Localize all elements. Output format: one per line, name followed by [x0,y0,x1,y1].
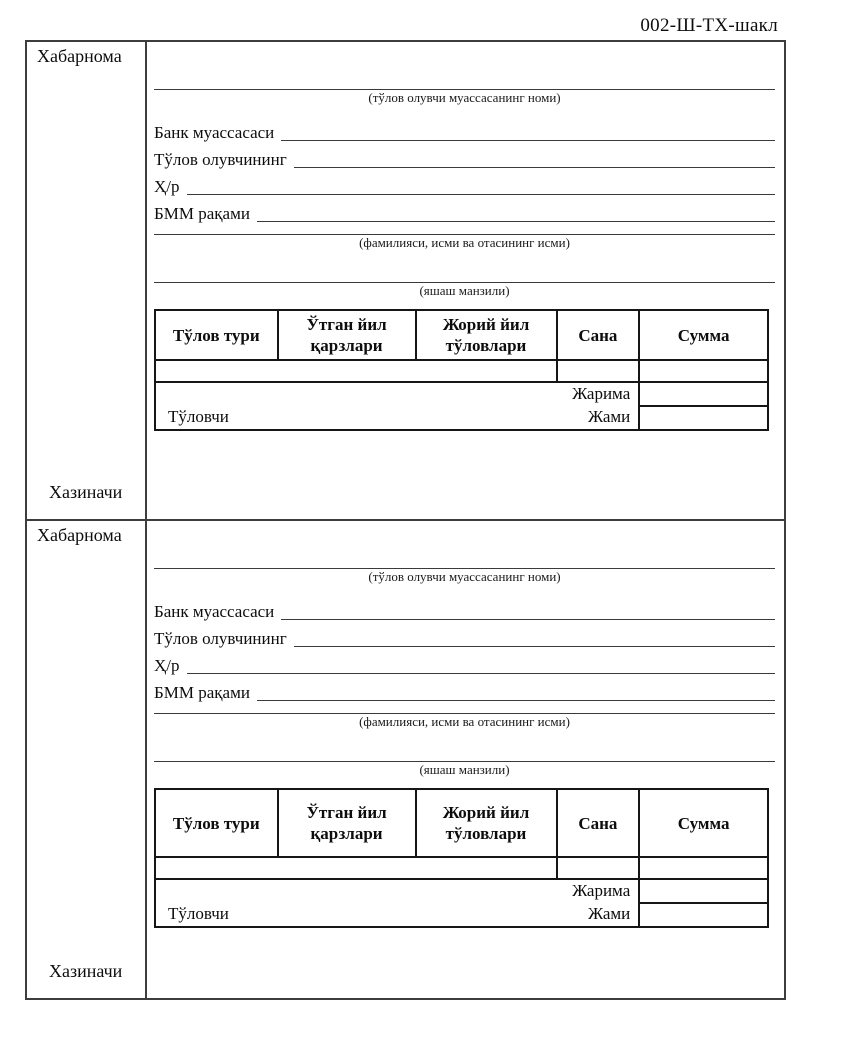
section-2-title: Хабарнома [37,525,122,545]
section-1-title: Хабарнома [37,46,122,66]
recipient-name-caption: (тўлов олувчи муассасанинг номи) [368,90,561,105]
address-caption: (яшаш манзили) [419,762,510,777]
address-caption: (яшаш манзили) [419,283,510,298]
payment-entry-cell[interactable] [155,857,557,879]
total-label: Жами [588,904,631,923]
field-row-bank [154,596,775,623]
date-entry-cell[interactable] [557,360,640,382]
field-payee-fill-line[interactable] [294,167,775,168]
header-sum: Сумма [639,310,768,360]
header-sum: Сумма [639,789,768,857]
penalty-row [155,382,768,406]
notification-section-2 [27,521,784,998]
header-last-year-debts: Ўтган йил қарзлари [278,310,416,360]
section-1-content [147,42,784,519]
payments-entry-row [155,857,768,879]
header-current-year-payments: Жорий йил тўловлари [416,310,557,360]
field-payee-fill-line[interactable] [294,646,775,647]
section-2-treasurer-label: Хазиначи [49,961,123,981]
field-account-label: Ҳ/р [154,177,180,196]
field-account-label: Ҳ/р [154,656,180,675]
field-row-bmm [154,677,775,704]
payments-header-row [155,310,768,360]
field-row-account [154,171,775,198]
payments-header-row [155,789,768,857]
field-account-fill-line[interactable] [187,673,776,674]
field-bmm-label: БММ рақами [154,204,250,223]
field-bank-label: Банк муассасаси [154,123,275,142]
section-1-treasurer-label: Хазиначи [49,482,123,502]
field-row-payee [154,144,775,171]
table-footer-cell [155,879,639,927]
field-bank-label: Банк муассасаси [154,602,275,621]
field-bank-fill-line[interactable] [281,619,775,620]
payments-entry-row [155,360,768,382]
field-bank-fill-line[interactable] [281,140,775,141]
header-current-year-payments: Жорий йил тўловлари [416,789,557,857]
recipient-name-caption: (тўлов олувчи муассасанинг номи) [368,569,561,584]
payments-table [154,788,769,928]
section-2-content [147,521,784,998]
penalty-label: Жарима [572,384,631,403]
field-row-account [154,650,775,677]
payer-total-line [156,405,638,429]
penalty-row [155,879,768,903]
total-label: Жами [588,407,631,426]
penalty-sum-cell[interactable] [639,879,768,903]
field-list [154,596,775,704]
penalty-label: Жарима [572,881,631,900]
field-row-payee [154,623,775,650]
header-payment-type: Тўлов тури [155,789,278,857]
field-bmm-label: БММ рақами [154,683,250,702]
field-payee-label: Тўлов олувчининг [154,629,287,648]
payment-entry-cell[interactable] [155,360,557,382]
header-date: Сана [557,310,640,360]
field-row-bmm [154,198,775,225]
payer-label: Тўловчи [168,407,229,426]
form-code: 002-Ш-ТХ-шакл [640,15,778,36]
full-name-caption: (фамилияси, исми ва отасининг исми) [359,235,570,250]
sum-entry-cell[interactable] [639,857,768,879]
sum-entry-cell[interactable] [639,360,768,382]
notification-section-1 [27,42,784,521]
notification-form [25,40,786,1000]
payer-total-line [156,902,638,926]
payer-label: Тўловчи [168,904,229,923]
header-payment-type: Тўлов тури [155,310,278,360]
field-row-bank [154,117,775,144]
penalty-sum-cell[interactable] [639,382,768,406]
payments-table [154,309,769,431]
date-entry-cell[interactable] [557,857,640,879]
field-payee-label: Тўлов олувчининг [154,150,287,169]
field-list [154,117,775,225]
section-1-side-column [27,42,147,519]
total-sum-cell[interactable] [639,903,768,927]
header-date: Сана [557,789,640,857]
section-2-side-column [27,521,147,998]
table-footer-cell [155,382,639,430]
field-bmm-fill-line[interactable] [257,700,775,701]
field-bmm-fill-line[interactable] [257,221,775,222]
full-name-caption: (фамилияси, исми ва отасининг исми) [359,714,570,729]
total-sum-cell[interactable] [639,406,768,430]
header-last-year-debts: Ўтган йил қарзлари [278,789,416,857]
field-account-fill-line[interactable] [187,194,776,195]
